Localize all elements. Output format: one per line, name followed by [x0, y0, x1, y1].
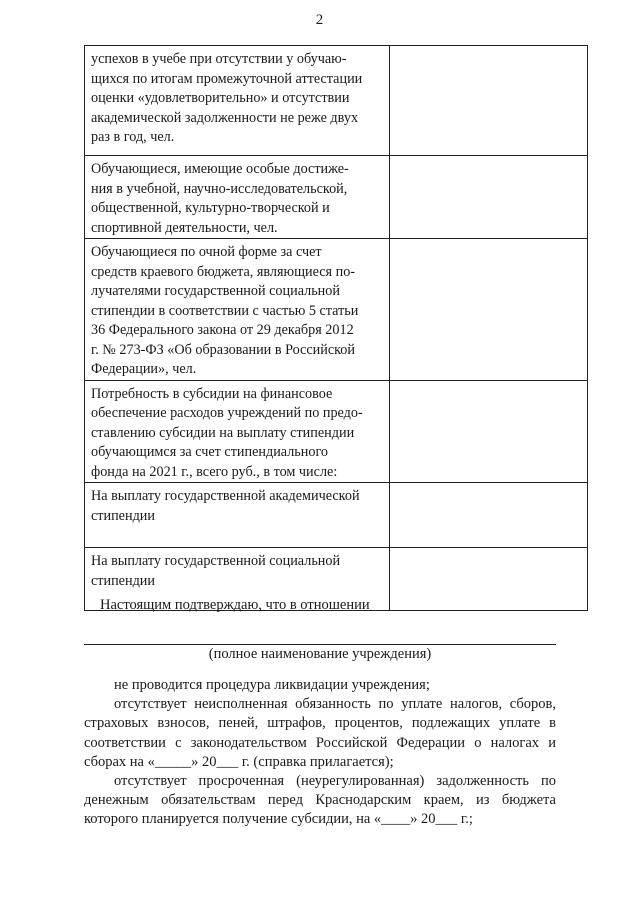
row-value[interactable]	[390, 156, 588, 239]
row-value[interactable]	[390, 380, 588, 483]
row-value[interactable]	[390, 239, 588, 381]
row-label: На выплату государственной академической стипендии	[85, 483, 390, 548]
table-row	[85, 239, 588, 381]
page-number: 2	[315, 12, 324, 28]
table-row	[85, 46, 588, 156]
indicators-table	[84, 45, 588, 611]
row-label: успехов в учебе при отсутствии у обучаю- щихся по итогам промежуточной аттестации оценки «удовлетворительно» и отсутствии академической задолженности не реже двух раз в год, чел.	[85, 46, 390, 156]
row-label: На выплату государственной социальной стипендии	[85, 548, 390, 611]
institution-name-line[interactable]	[84, 644, 556, 645]
declaration-paragraph: отсутствует просроченная (неурегулированная) задолженность по денежным обязательствам перед Краснодарским краем, из бюджета которого планируется получение субсидии, на «____» 20___ г.;	[84, 773, 556, 828]
table-row	[85, 156, 588, 239]
declaration-body	[84, 676, 556, 830]
row-value[interactable]	[390, 548, 588, 611]
table-row	[85, 483, 588, 548]
row-label: Обучающиеся по очной форме за счет средств краевого бюджета, являющиеся по- лучателями государственной социальной стипендии в соответствии с частью 5 статьи 36 Федерального закона от 29 декабря 2012 г. № 273-ФЗ «Об образовании в Российской Федерации», чел.	[85, 239, 390, 381]
declaration-paragraph: не проводится процедура ликвидации учреждения;	[114, 677, 430, 693]
row-label: Потребность в субсидии на финансовое обеспечение расходов учреждений по предо- ставлению субсидии на выплату стипендии обучающимся за счет стипендиального фонда на 2021 г., всего руб., в том числе:	[85, 380, 390, 483]
table-row	[85, 380, 588, 483]
row-value[interactable]	[390, 46, 588, 156]
confirmation-text: Настоящим подтверждаю, что в отношении	[100, 597, 370, 613]
row-value[interactable]	[390, 483, 588, 548]
row-label: Обучающиеся, имеющие особые достиже- ния в учебной, научно-исследовательской, общественной, культурно-творческой и спортивной деятельности, чел.	[85, 156, 390, 239]
declaration-paragraph: отсутствует неисполненная обязанность по уплате налогов, сборов, страховых взносов, пеней, штрафов, процентов, подлежащих уплате в соответствии с законодательством Российской Федерации о налогах и сборах на «_____» 20___ г. (справка прилагается);	[84, 696, 556, 770]
institution-name-caption: (полное наименование учреждения)	[208, 646, 432, 662]
